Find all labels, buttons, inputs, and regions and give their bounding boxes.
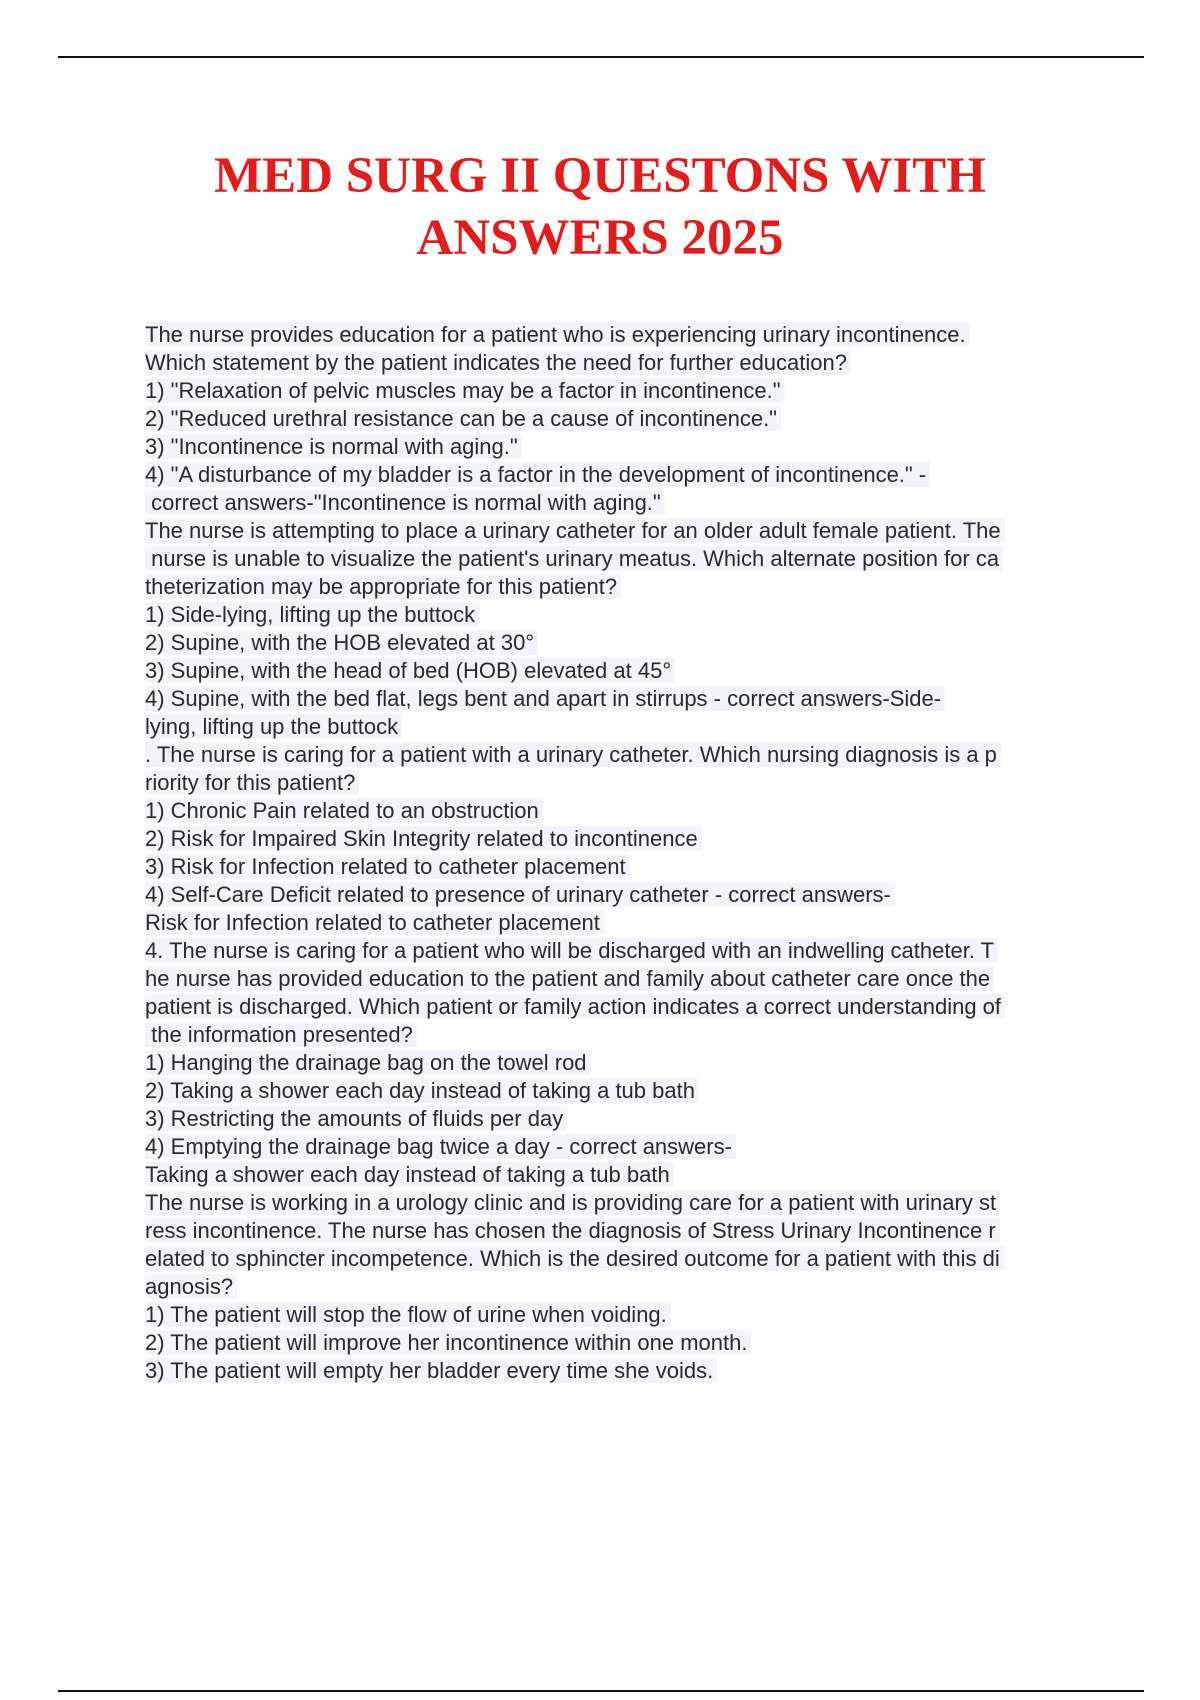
body-line: 2) Taking a shower each day instead of taking a tub bath [145,1077,1095,1105]
body-line: . The nurse is caring for a patient with a urinary catheter. Which nursing diagnosis is a p [145,741,1095,769]
body-line: 2) Supine, with the HOB elevated at 30° [145,629,1095,657]
body-line: 4) "A disturbance of my bladder is a factor in the development of incontinence." - [145,461,1095,489]
body-line: 1) Chronic Pain related to an obstruction [145,797,1095,825]
body-line: 1) Side-lying, lifting up the buttock [145,601,1095,629]
body-line: Taking a shower each day instead of taking a tub bath [145,1161,1095,1189]
title-line-1: MED SURG II QUESTONS WITH [214,148,986,204]
document-title [100,145,1100,269]
body-line: 3) Restricting the amounts of fluids per day [145,1105,1095,1133]
body-line: theterization may be appropriate for this patient? [145,573,1095,601]
body-line: the information presented? [145,1021,1095,1049]
body-line: The nurse is attempting to place a urinary catheter for an older adult female patient. The [145,517,1095,545]
body-line: 1) "Relaxation of pelvic muscles may be a factor in incontinence." [145,377,1095,405]
document-body [145,321,1095,1385]
body-line: 2) Risk for Impaired Skin Integrity related to incontinence [145,825,1095,853]
body-line: The nurse is working in a urology clinic and is providing care for a patient with urinary st [145,1189,1095,1217]
body-line: 2) The patient will improve her incontinence within one month. [145,1329,1095,1357]
top-rule [58,56,1144,58]
body-line: The nurse provides education for a patient who is experiencing urinary incontinence. [145,321,1095,349]
body-line: 3) The patient will empty her bladder every time she voids. [145,1357,1095,1385]
body-line: 4) Emptying the drainage bag twice a day - correct answers- [145,1133,1095,1161]
bottom-rule [58,1690,1144,1692]
body-line: lying, lifting up the buttock [145,713,1095,741]
title-line-2: ANSWERS 2025 [416,210,784,266]
body-line: elated to sphincter incompetence. Which is the desired outcome for a patient with this di [145,1245,1095,1273]
body-line: he nurse has provided education to the patient and family about catheter care once the [145,965,1095,993]
body-line: 1) Hanging the drainage bag on the towel rod [145,1049,1095,1077]
body-line: 1) The patient will stop the flow of urine when voiding. [145,1301,1095,1329]
body-line: nurse is unable to visualize the patient's urinary meatus. Which alternate position for ca [145,545,1095,573]
body-line: agnosis? [145,1273,1095,1301]
body-line: Risk for Infection related to catheter placement [145,909,1095,937]
body-line: 2) "Reduced urethral resistance can be a cause of incontinence." [145,405,1095,433]
body-line: 4. The nurse is caring for a patient who will be discharged with an indwelling catheter. T [145,937,1095,965]
body-line: Which statement by the patient indicates the need for further education? [145,349,1095,377]
body-line: 4) Self-Care Deficit related to presence of urinary catheter - correct answers- [145,881,1095,909]
body-line: patient is discharged. Which patient or family action indicates a correct understanding of [145,993,1095,1021]
body-line: riority for this patient? [145,769,1095,797]
body-line: 3) "Incontinence is normal with aging." [145,433,1095,461]
body-line: ress incontinence. The nurse has chosen the diagnosis of Stress Urinary Incontinence r [145,1217,1095,1245]
body-line: 3) Supine, with the head of bed (HOB) elevated at 45° [145,657,1095,685]
body-line: 4) Supine, with the bed flat, legs bent and apart in stirrups - correct answers-Side- [145,685,1095,713]
body-line: correct answers-"Incontinence is normal with aging." [145,489,1095,517]
body-line: 3) Risk for Infection related to catheter placement [145,853,1095,881]
